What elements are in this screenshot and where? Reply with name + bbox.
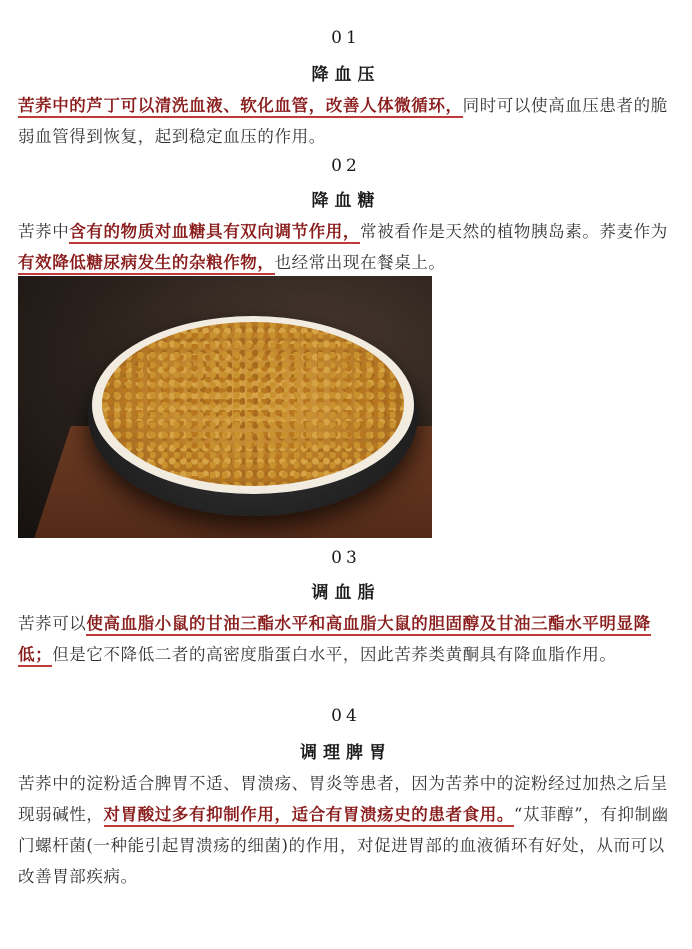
body-text: 常被看作是天然的植物胰岛素。荞麦作为 xyxy=(360,222,668,241)
body-text: 苦荞中的淀粉适合脾胃不适、胃溃疡、胃炎等患者，因为苦荞中的淀粉经过加热之后呈现弱碱性， xyxy=(18,774,668,824)
section-number-04: 04 xyxy=(331,706,361,726)
body-text: 也经常出现在餐桌上。 xyxy=(274,253,446,272)
highlight-text: 含有的物质对血糖具有双向调节作用， xyxy=(69,222,360,244)
highlight-text: 苦荞中的芦丁可以清洗血液、软化血管，改善人体微循环， xyxy=(18,96,463,118)
highlight-text: 有效降低糖尿病发生的杂粮作物， xyxy=(18,253,275,275)
body-text: 苦荞可以 xyxy=(18,614,87,633)
paragraph-blood-pressure xyxy=(18,90,678,152)
section-title-blood-pressure: 降血压 xyxy=(311,65,381,85)
section-number-03: 03 xyxy=(331,548,361,568)
section-title-spleen-stomach: 调理脾胃 xyxy=(300,743,392,763)
paragraph-blood-sugar xyxy=(18,216,678,278)
section-title-blood-lipid: 调血脂 xyxy=(311,583,381,603)
section-number-01: 01 xyxy=(331,28,361,48)
section-title-blood-sugar: 降血糖 xyxy=(311,191,381,211)
highlight-text: 对胃酸过多有抑制作用，适合有胃溃疡史的患者食用。 xyxy=(104,805,514,827)
paragraph-spleen-stomach xyxy=(18,768,678,892)
section-number-02: 02 xyxy=(331,156,361,176)
highlight-text: 使高血脂小鼠的甘油三酯水平和高血脂大鼠的胆固醇及甘油三酯水平明显降低； xyxy=(18,614,651,667)
paragraph-blood-lipid xyxy=(18,608,678,670)
body-text: “苁菲醇”，有抑制幽门螺杆菌(一种能引起胃溃疡的细菌)的作用，对促进胃部的血液循环有好处，从而可以改善胃部疾病。 xyxy=(18,805,669,886)
body-text: 苦荞中 xyxy=(18,222,70,241)
buckwheat-grains xyxy=(102,322,404,486)
buckwheat-bowl-photo xyxy=(18,276,432,538)
body-text: 同时可以使高血压患者的脆弱血管得到恢复，起到稳定血压的作用。 xyxy=(18,96,668,146)
body-text: 但是它不降低二者的高密度脂蛋白水平，因此苦荞类黄酮具有降血脂作用。 xyxy=(52,645,617,664)
